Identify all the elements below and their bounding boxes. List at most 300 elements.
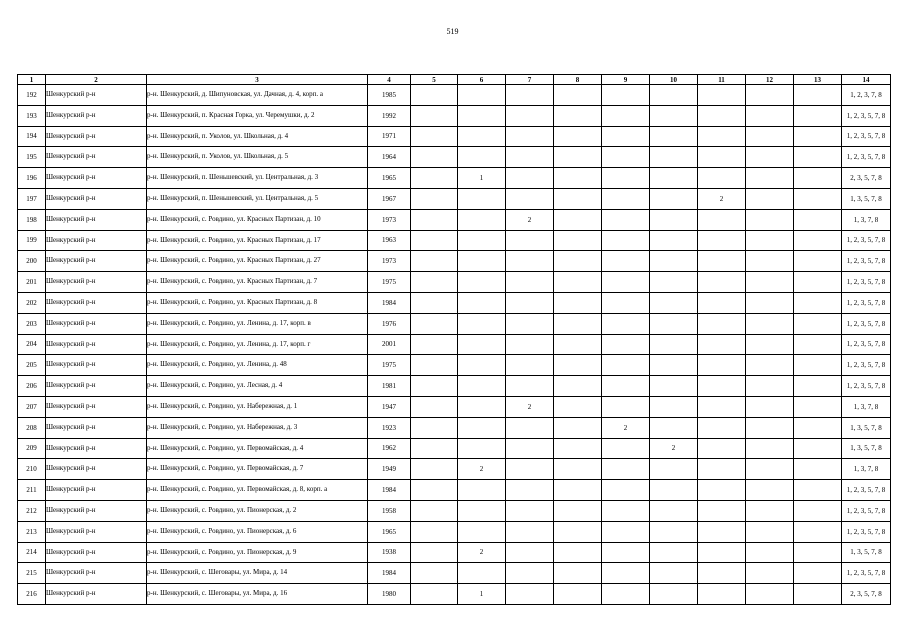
col12-cell [746,355,794,376]
col5-cell [411,542,458,563]
col10-cell [650,292,698,313]
col5-cell [411,396,458,417]
col13-cell [794,230,842,251]
col6-cell [458,396,506,417]
district-cell: Шенкурский р-н [46,313,147,334]
page-number: 519 [446,27,459,36]
table-row [18,563,891,584]
col11-cell [698,168,746,189]
col11-cell [698,126,746,147]
col8-cell [554,563,602,584]
year-cell: 1975 [368,272,411,293]
column-header-8: 8 [554,75,602,85]
col12-cell [746,563,794,584]
col7-cell [506,292,554,313]
col10-cell [650,126,698,147]
col9-cell [602,272,650,293]
column-header-4: 4 [368,75,411,85]
col11-cell [698,292,746,313]
table-row [18,147,891,168]
year-cell: 1967 [368,188,411,209]
col12-cell [746,126,794,147]
table-row [18,396,891,417]
col11-cell [698,584,746,605]
categories-cell: 1, 2, 3, 5, 7, 8 [842,147,891,168]
col7-cell [506,251,554,272]
year-cell: 1985 [368,85,411,106]
year-cell: 1949 [368,459,411,480]
col7-cell [506,417,554,438]
col9-cell [602,459,650,480]
col11-cell [698,396,746,417]
address-cell: р-н. Шенкурский, с. Ровдино, ул. Пионерская, д. 6 [147,521,368,542]
year-cell: 1938 [368,542,411,563]
col13-cell [794,209,842,230]
address-cell: р-н. Шенкурский, п. Красная Горка, ул. Черемушки, д. 2 [147,105,368,126]
col7-cell [506,480,554,501]
col6-cell [458,292,506,313]
col13-cell [794,584,842,605]
col8-cell [554,376,602,397]
col9-cell [602,376,650,397]
col7-cell [506,85,554,106]
address-cell: р-н. Шенкурский, п. Уколов, ул. Школьная, д. 5 [147,147,368,168]
col10-cell: 2 [650,438,698,459]
col13-cell [794,396,842,417]
col12-cell [746,230,794,251]
col8-cell [554,272,602,293]
address-cell: р-н. Шенкурский, д. Шипуновская, ул. Дачная, д. 4, корп. а [147,85,368,106]
col9-cell [602,292,650,313]
row-number-cell: 193 [18,105,46,126]
col11-cell [698,417,746,438]
col6-cell: 2 [458,542,506,563]
col9-cell [602,480,650,501]
district-cell: Шенкурский р-н [46,292,147,313]
categories-cell: 2, 3, 5, 7, 8 [842,168,891,189]
col13-cell [794,480,842,501]
row-number-cell: 205 [18,355,46,376]
col7-cell [506,438,554,459]
col12-cell [746,85,794,106]
district-cell: Шенкурский р-н [46,168,147,189]
col6-cell [458,209,506,230]
col5-cell [411,459,458,480]
address-cell: р-н. Шенкурский, с. Ровдино, ул. Первомайская, д. 4 [147,438,368,459]
district-cell: Шенкурский р-н [46,480,147,501]
table-row [18,188,891,209]
column-header-10: 10 [650,75,698,85]
col6-cell [458,230,506,251]
col5-cell [411,230,458,251]
col9-cell [602,105,650,126]
categories-cell: 1, 3, 5, 7, 8 [842,438,891,459]
year-cell: 1923 [368,417,411,438]
address-cell: р-н. Шенкурский, п. Шеньшевский, ул. Центральная, д. 3 [147,168,368,189]
year-cell: 1973 [368,251,411,272]
column-header-6: 6 [458,75,506,85]
column-header-5: 5 [411,75,458,85]
categories-cell: 1, 2, 3, 5, 7, 8 [842,376,891,397]
row-number-cell: 192 [18,85,46,106]
col8-cell [554,147,602,168]
district-cell: Шенкурский р-н [46,521,147,542]
col6-cell [458,188,506,209]
year-cell: 1992 [368,105,411,126]
table-row [18,500,891,521]
col9-cell [602,188,650,209]
col8-cell [554,459,602,480]
col5-cell [411,584,458,605]
row-number-cell: 202 [18,292,46,313]
district-cell: Шенкурский р-н [46,459,147,480]
categories-cell: 1, 3, 7, 8 [842,459,891,480]
col10-cell [650,584,698,605]
year-cell: 1980 [368,584,411,605]
col10-cell [650,251,698,272]
row-number-cell: 196 [18,168,46,189]
row-number-cell: 211 [18,480,46,501]
col10-cell [650,355,698,376]
year-cell: 1958 [368,500,411,521]
col8-cell [554,313,602,334]
row-number-cell: 212 [18,500,46,521]
col5-cell [411,147,458,168]
categories-cell: 1, 3, 7, 8 [842,209,891,230]
col7-cell [506,105,554,126]
col11-cell [698,480,746,501]
col9-cell [602,584,650,605]
col6-cell [458,147,506,168]
col8-cell [554,334,602,355]
categories-cell: 1, 2, 3, 5, 7, 8 [842,230,891,251]
col6-cell [458,376,506,397]
col6-cell [458,355,506,376]
col6-cell [458,438,506,459]
col7-cell [506,188,554,209]
col9-cell [602,209,650,230]
table-body [18,85,891,605]
col11-cell [698,376,746,397]
row-number-cell: 213 [18,521,46,542]
table-row [18,480,891,501]
col12-cell [746,147,794,168]
address-cell: р-н. Шенкурский, с. Ровдино, ул. Красных Партизан, д. 8 [147,292,368,313]
address-cell: р-н. Шенкурский, с. Шеговары, ул. Мира, д. 16 [147,584,368,605]
address-cell: р-н. Шенкурский, п. Шеньшевский, ул. Центральная, д. 5 [147,188,368,209]
col8-cell [554,85,602,106]
year-cell: 1963 [368,230,411,251]
col9-cell [602,438,650,459]
col5-cell [411,355,458,376]
col5-cell [411,480,458,501]
address-cell: р-н. Шенкурский, с. Ровдино, ул. Красных Партизан, д. 17 [147,230,368,251]
col5-cell [411,168,458,189]
col12-cell [746,272,794,293]
col9-cell [602,334,650,355]
col10-cell [650,334,698,355]
col12-cell [746,334,794,355]
col13-cell [794,459,842,480]
col12-cell [746,521,794,542]
year-cell: 1981 [368,376,411,397]
col7-cell [506,126,554,147]
col5-cell [411,251,458,272]
col9-cell [602,500,650,521]
table-row [18,292,891,313]
col12-cell [746,459,794,480]
col11-cell [698,85,746,106]
col6-cell [458,500,506,521]
col8-cell [554,500,602,521]
col11-cell [698,542,746,563]
address-cell: р-н. Шенкурский, с. Ровдино, ул. Первомайская, д. 8, корп. а [147,480,368,501]
col12-cell [746,542,794,563]
district-cell: Шенкурский р-н [46,188,147,209]
col5-cell [411,563,458,584]
table-row [18,459,891,480]
year-cell: 1984 [368,292,411,313]
col9-cell [602,85,650,106]
col6-cell [458,334,506,355]
col6-cell [458,85,506,106]
table-row [18,251,891,272]
row-number-cell: 208 [18,417,46,438]
district-cell: Шенкурский р-н [46,584,147,605]
col10-cell [650,168,698,189]
col10-cell [650,188,698,209]
col13-cell [794,542,842,563]
col9-cell [602,147,650,168]
row-number-cell: 195 [18,147,46,168]
col11-cell [698,209,746,230]
address-cell: р-н. Шенкурский, с. Ровдино, ул. Ленина, д. 17, корп. в [147,313,368,334]
col7-cell [506,542,554,563]
col6-cell: 2 [458,459,506,480]
row-number-cell: 216 [18,584,46,605]
col9-cell [602,355,650,376]
address-cell: р-н. Шенкурский, с. Ровдино, ул. Набережная, д. 3 [147,417,368,438]
year-cell: 1964 [368,147,411,168]
col8-cell [554,542,602,563]
district-cell: Шенкурский р-н [46,500,147,521]
col12-cell [746,396,794,417]
row-number-cell: 198 [18,209,46,230]
row-number-cell: 206 [18,376,46,397]
categories-cell: 1, 2, 3, 5, 7, 8 [842,126,891,147]
row-number-cell: 201 [18,272,46,293]
col5-cell [411,313,458,334]
row-number-cell: 194 [18,126,46,147]
col13-cell [794,521,842,542]
col12-cell [746,188,794,209]
col12-cell [746,438,794,459]
col5-cell [411,188,458,209]
col8-cell [554,126,602,147]
col7-cell [506,500,554,521]
col10-cell [650,459,698,480]
district-cell: Шенкурский р-н [46,563,147,584]
district-cell: Шенкурский р-н [46,147,147,168]
col7-cell [506,521,554,542]
col5-cell [411,126,458,147]
table-row [18,209,891,230]
column-header-9: 9 [602,75,650,85]
year-cell: 1965 [368,168,411,189]
col12-cell [746,292,794,313]
col7-cell [506,459,554,480]
col6-cell [458,563,506,584]
year-cell: 1975 [368,355,411,376]
district-cell: Шенкурский р-н [46,272,147,293]
col12-cell [746,105,794,126]
categories-cell: 1, 2, 3, 5, 7, 8 [842,251,891,272]
categories-cell: 1, 2, 3, 5, 7, 8 [842,334,891,355]
col12-cell [746,500,794,521]
col11-cell [698,521,746,542]
categories-cell: 1, 2, 3, 5, 7, 8 [842,500,891,521]
col8-cell [554,355,602,376]
address-cell: р-н. Шенкурский, с. Ровдино, ул. Красных Партизан, д. 10 [147,209,368,230]
col10-cell [650,105,698,126]
col12-cell [746,251,794,272]
col9-cell [602,313,650,334]
col12-cell [746,376,794,397]
col9-cell [602,126,650,147]
row-number-cell: 209 [18,438,46,459]
categories-cell: 1, 3, 7, 8 [842,396,891,417]
table-row [18,168,891,189]
registry-table [17,74,891,605]
district-cell: Шенкурский р-н [46,251,147,272]
col6-cell [458,417,506,438]
categories-cell: 1, 3, 5, 7, 8 [842,188,891,209]
col11-cell [698,230,746,251]
col6-cell [458,313,506,334]
col11-cell [698,334,746,355]
col10-cell [650,480,698,501]
col11-cell [698,251,746,272]
col8-cell [554,209,602,230]
categories-cell: 2, 3, 5, 7, 8 [842,584,891,605]
year-cell: 1973 [368,209,411,230]
table-row [18,334,891,355]
col5-cell [411,376,458,397]
column-header-7: 7 [506,75,554,85]
address-cell: р-н. Шенкурский, с. Ровдино, ул. Ленина, д. 17, корп. г [147,334,368,355]
col12-cell [746,168,794,189]
col5-cell [411,438,458,459]
col7-cell [506,147,554,168]
categories-cell: 1, 2, 3, 5, 7, 8 [842,292,891,313]
column-header-11: 11 [698,75,746,85]
col10-cell [650,272,698,293]
address-cell: р-н. Шенкурский, п. Уколов, ул. Школьная, д. 4 [147,126,368,147]
col7-cell [506,334,554,355]
col9-cell [602,563,650,584]
col13-cell [794,334,842,355]
row-number-cell: 210 [18,459,46,480]
col12-cell [746,584,794,605]
col7-cell [506,584,554,605]
col6-cell [458,126,506,147]
col10-cell [650,500,698,521]
address-cell: р-н. Шенкурский, с. Ровдино, ул. Пионерская, д. 9 [147,542,368,563]
table-row [18,272,891,293]
col11-cell [698,105,746,126]
col9-cell [602,542,650,563]
col9-cell [602,521,650,542]
year-cell: 1976 [368,313,411,334]
col11-cell [698,438,746,459]
col5-cell [411,417,458,438]
column-header-2: 2 [46,75,147,85]
row-number-cell: 200 [18,251,46,272]
district-cell: Шенкурский р-н [46,355,147,376]
address-cell: р-н. Шенкурский, с. Ровдино, ул. Лесная, д. 4 [147,376,368,397]
col10-cell [650,313,698,334]
categories-cell: 1, 3, 5, 7, 8 [842,542,891,563]
col12-cell [746,417,794,438]
col5-cell [411,272,458,293]
col13-cell [794,251,842,272]
col11-cell: 2 [698,188,746,209]
district-cell: Шенкурский р-н [46,334,147,355]
table-header-row [18,75,891,85]
col12-cell [746,313,794,334]
col9-cell [602,230,650,251]
categories-cell: 1, 2, 3, 5, 7, 8 [842,355,891,376]
col7-cell [506,563,554,584]
col11-cell [698,313,746,334]
row-number-cell: 199 [18,230,46,251]
district-cell: Шенкурский р-н [46,105,147,126]
table-row [18,584,891,605]
row-number-cell: 204 [18,334,46,355]
categories-cell: 1, 2, 3, 5, 7, 8 [842,313,891,334]
year-cell: 1965 [368,521,411,542]
col9-cell: 2 [602,417,650,438]
column-header-13: 13 [794,75,842,85]
district-cell: Шенкурский р-н [46,85,147,106]
col10-cell [650,417,698,438]
column-header-1: 1 [18,75,46,85]
table-row [18,230,891,251]
categories-cell: 1, 2, 3, 5, 7, 8 [842,563,891,584]
district-cell: Шенкурский р-н [46,417,147,438]
col10-cell [650,230,698,251]
col6-cell: 1 [458,584,506,605]
col8-cell [554,188,602,209]
row-number-cell: 214 [18,542,46,563]
district-cell: Шенкурский р-н [46,230,147,251]
col8-cell [554,584,602,605]
column-header-14: 14 [842,75,891,85]
column-header-3: 3 [147,75,368,85]
col10-cell [650,396,698,417]
col13-cell [794,147,842,168]
col7-cell [506,355,554,376]
address-cell: р-н. Шенкурский, с. Ровдино, ул. Пионерская, д. 2 [147,500,368,521]
col5-cell [411,105,458,126]
col13-cell [794,376,842,397]
col7-cell [506,376,554,397]
col11-cell [698,563,746,584]
col9-cell [602,251,650,272]
table-row [18,521,891,542]
col13-cell [794,126,842,147]
year-cell: 1984 [368,480,411,501]
